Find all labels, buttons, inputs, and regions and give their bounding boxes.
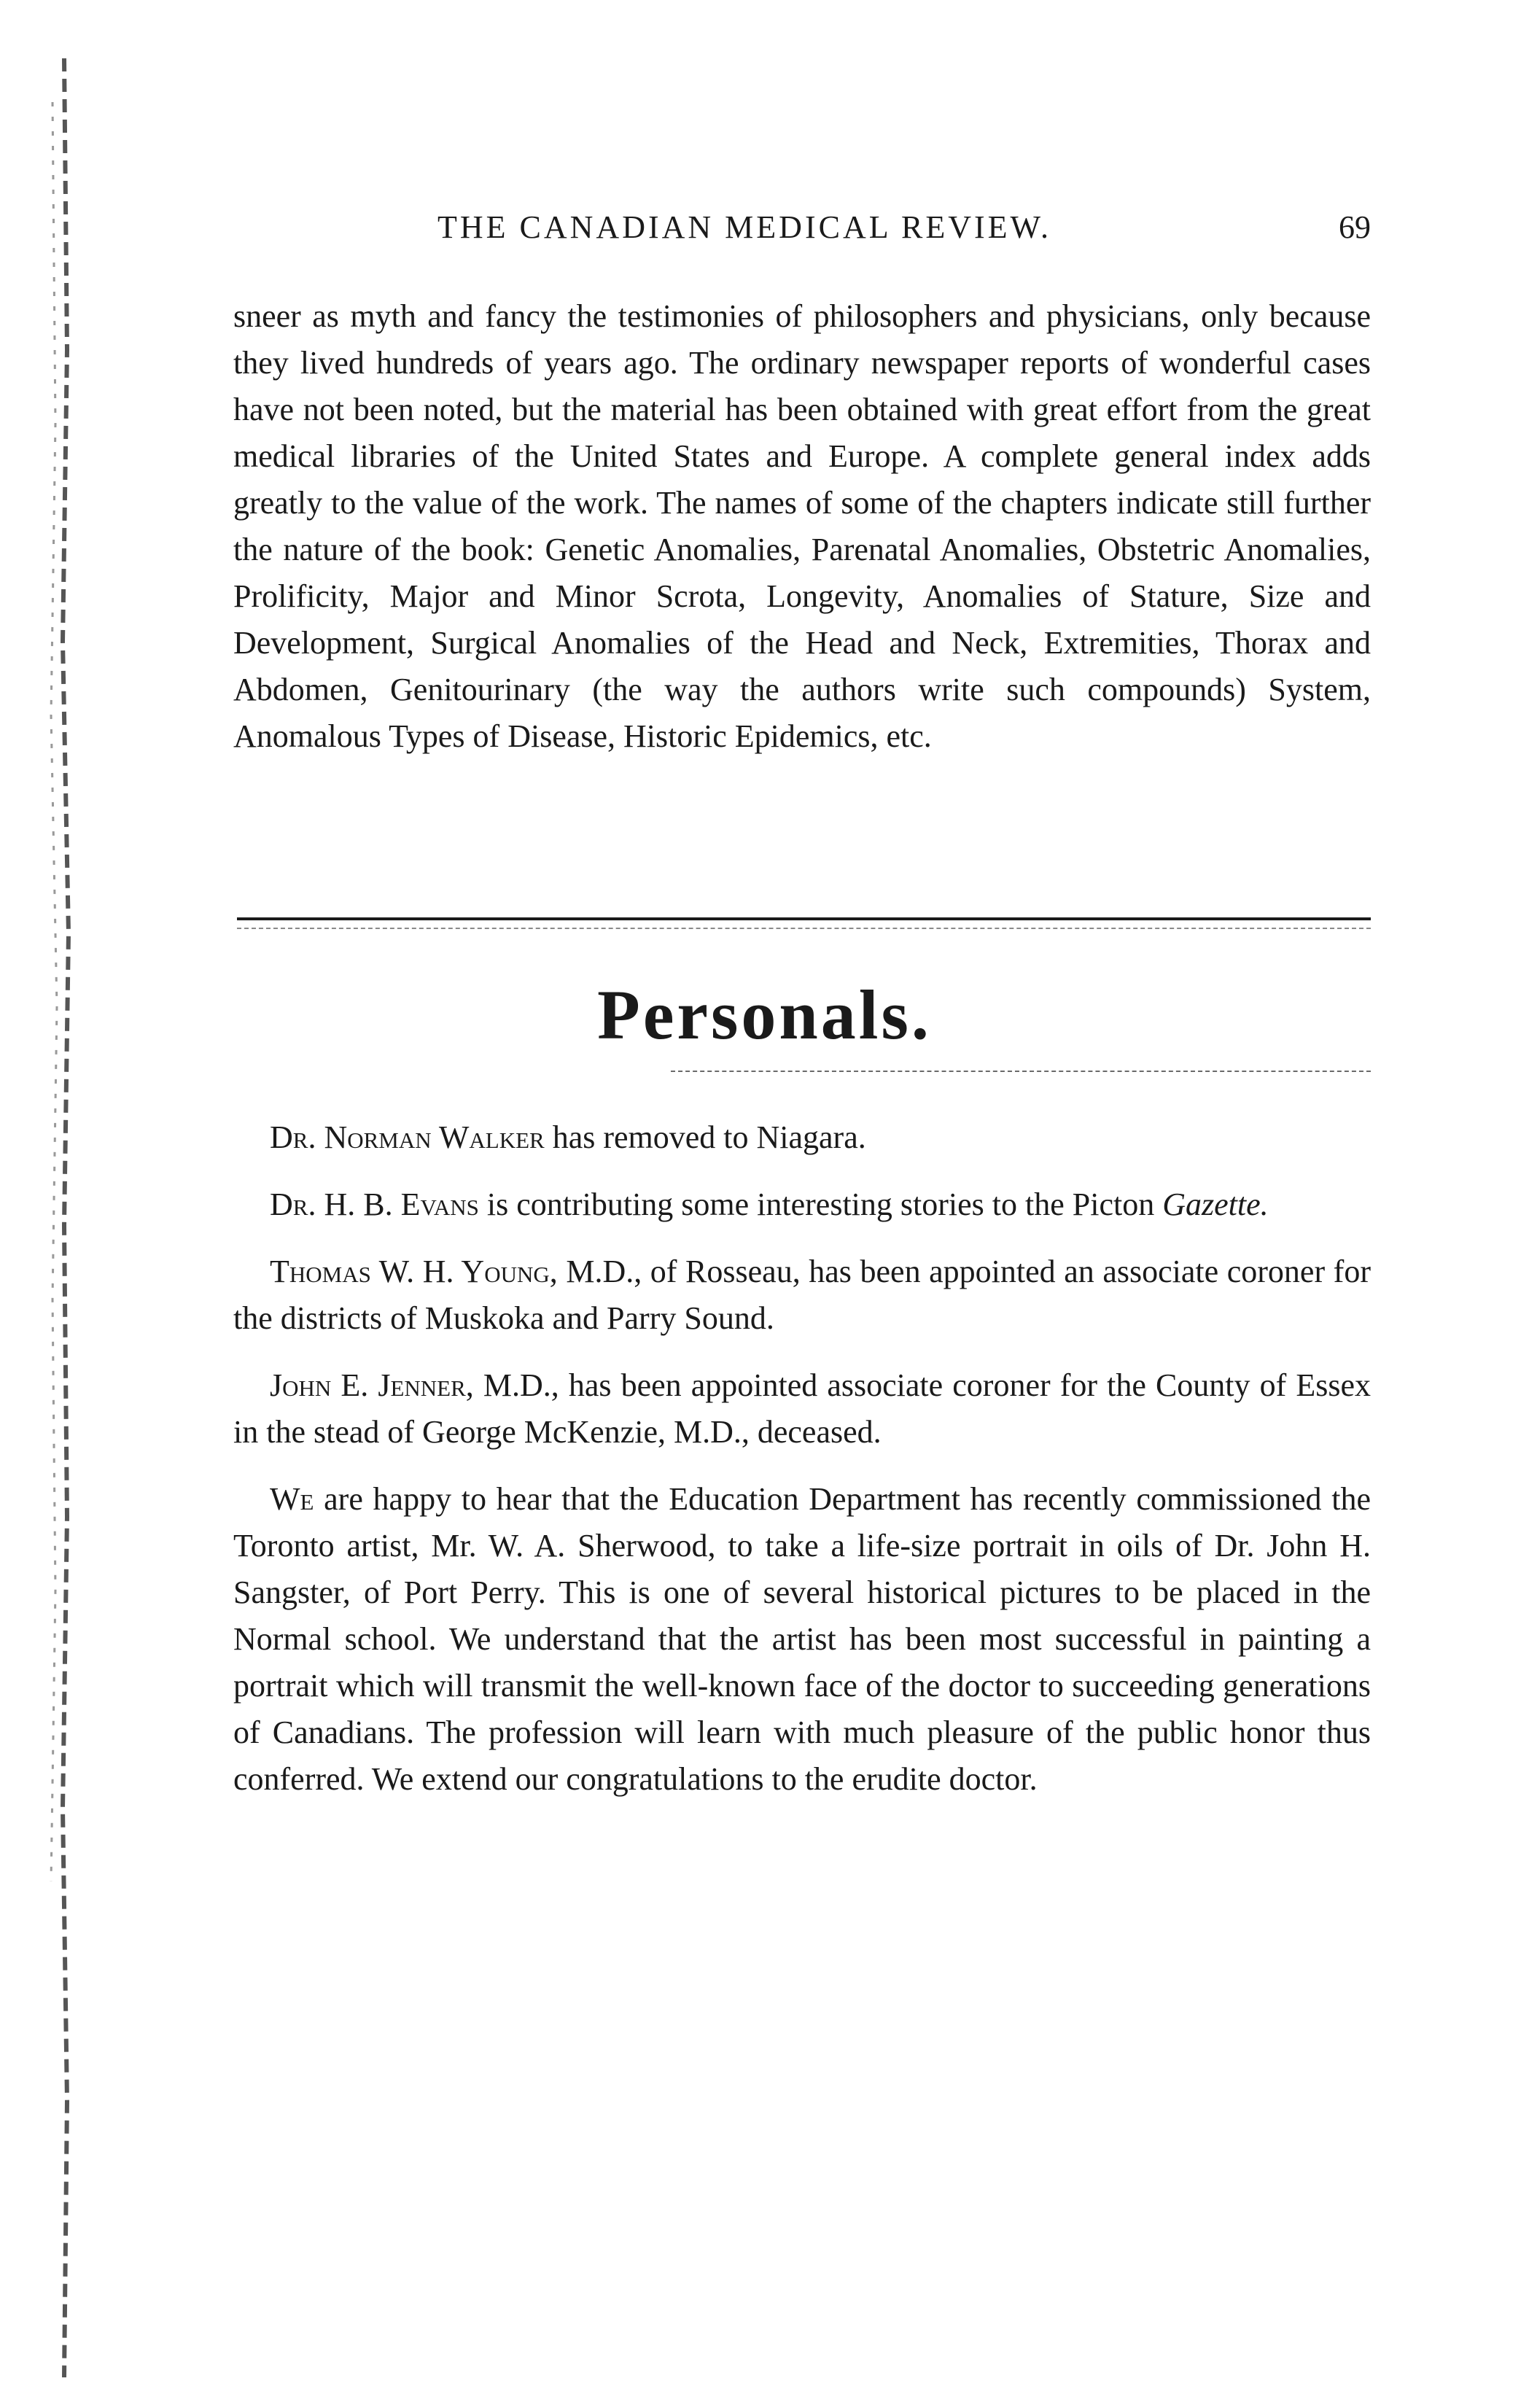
personal-item xyxy=(233,1476,1371,1803)
page-edge-shadow xyxy=(35,58,79,2377)
personal-text: , M.D., of Rosseau, has been appointed an associate coroner for the districts of Muskoka and Parry Sound. xyxy=(233,1254,1371,1336)
newspaper-title: Gazette. xyxy=(1162,1186,1269,1222)
section-rule-top-dashed xyxy=(237,928,1371,929)
personal-item xyxy=(233,1181,1371,1228)
personal-text: is contributing some interesting stories to the Picton xyxy=(478,1186,1163,1222)
personal-item xyxy=(233,1248,1371,1342)
intro-paragraph: sneer as myth and fancy the testimonies of philosophers and physicians, only because they lived hundreds of years ago. The ordinary newspaper reports of wonderful cases have not been noted, but the material has been obtained with great effort from the great medical libraries of the United States and Europe. A complete general index adds greatly to the value of the work. The names of some of the chapters indicate still further the nature of the book: Genetic Anomalies, Parenatal Anomalies, Obstetric Anomalies, Prolificity, Major and Minor Scrota, Longevity, Anomalies of Stature, Size and Development, Surgical Anomalies of the Head and Neck, Extremities, Thorax and Abdomen, Genitourinary (the way the authors write such compounds) System, Anomalous Types of Disease, Historic Epidemics, etc. xyxy=(233,298,1371,754)
personal-name: John E. Jenner xyxy=(270,1367,466,1403)
personals-list xyxy=(233,1114,1371,1823)
personal-name: Dr. Norman Walker xyxy=(270,1119,545,1155)
section-rule-bottom xyxy=(671,1071,1371,1072)
personal-item xyxy=(233,1362,1371,1456)
personal-name: We xyxy=(270,1481,314,1517)
section-rule-top xyxy=(237,917,1371,920)
running-head: THE CANADIAN MEDICAL REVIEW. xyxy=(437,209,1051,245)
personal-text: has removed to Niagara. xyxy=(544,1119,866,1155)
personal-name: Thomas W. H. Young xyxy=(270,1254,550,1289)
page-header xyxy=(233,209,1371,267)
section-title: Personals. xyxy=(597,976,932,1054)
personal-text: , M.D., has been appointed associate coroner for the County of Essex in the stead of George McKenzie, M.D., deceased. xyxy=(233,1367,1372,1450)
personal-item xyxy=(233,1114,1371,1161)
personal-name: Dr. H. B. Evans xyxy=(270,1186,479,1222)
page-number: 69 xyxy=(1339,209,1371,245)
personal-text: are happy to hear that the Education Department has recently commissioned the Toronto artist, Mr. W. A. Sherwood, to take a life-size portrait in oils of Dr. John H. Sangster, of Port Perry. This is one of several historical pictures to be placed in the Normal school. We understand that the artist has been most successful in painting a portrait which will transmit the well-known face of the doctor to succeeding generations of Canadians. The profession will learn with much pleasure of the public honor thus conferred. We extend our congratulations to the erudite doctor. xyxy=(233,1481,1371,1797)
